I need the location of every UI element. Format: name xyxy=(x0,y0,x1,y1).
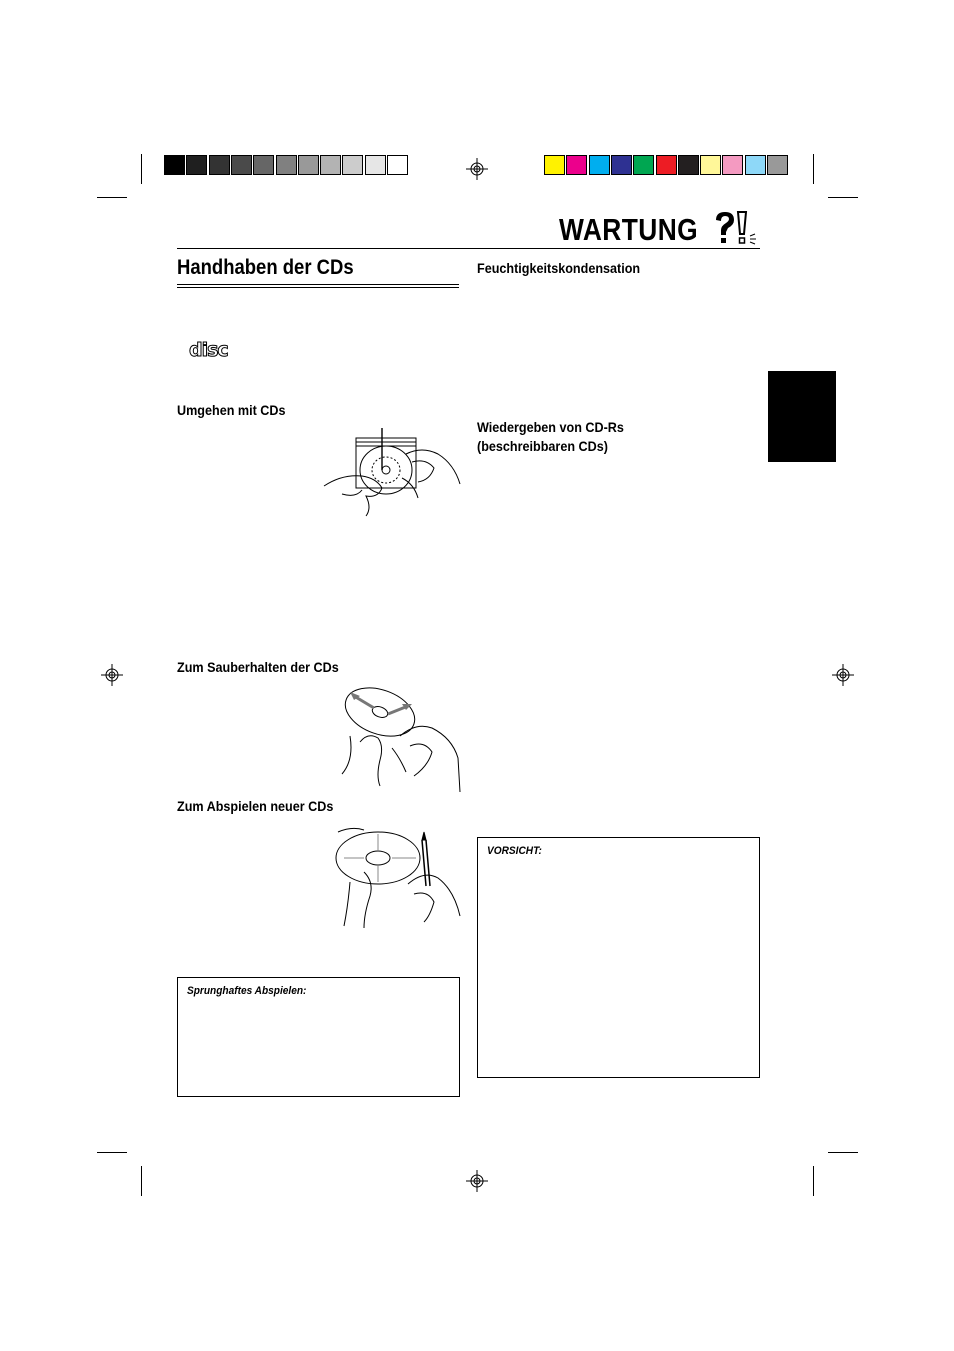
crop-mark xyxy=(97,1152,127,1153)
cdr-heading-line2: (beschreibbaren CDs) xyxy=(477,438,608,454)
color-swatch xyxy=(544,155,565,175)
registration-mark-icon xyxy=(832,664,854,686)
condensation-heading: Feuchtigkeitskondensation xyxy=(477,260,641,276)
color-swatch xyxy=(700,155,721,175)
cd-insert-illustration xyxy=(322,428,462,518)
section-title-underline xyxy=(177,287,459,288)
color-swatch xyxy=(722,155,743,175)
color-swatch xyxy=(298,155,319,175)
question-exclamation-icon xyxy=(710,210,760,246)
registration-mark-icon xyxy=(466,158,488,180)
crop-mark xyxy=(141,1166,142,1196)
new-cds-heading: Zum Abspielen neuer CDs xyxy=(177,798,334,814)
language-tab xyxy=(768,371,836,462)
skip-playback-label: Sprunghaftes Abspielen: xyxy=(187,985,307,997)
crop-mark xyxy=(97,197,127,198)
color-swatch xyxy=(633,155,654,175)
color-swatch xyxy=(342,155,363,175)
color-swatch xyxy=(231,155,252,175)
header-rule xyxy=(177,248,760,249)
cdr-heading-line1: Wiedergeben von CD-Rs xyxy=(477,419,624,435)
crop-mark xyxy=(141,154,142,184)
color-swatch xyxy=(209,155,230,175)
color-swatch xyxy=(387,155,408,175)
registration-mark-icon xyxy=(466,1170,488,1192)
new-cd-illustration xyxy=(334,826,462,930)
crop-mark xyxy=(813,154,814,184)
color-swatch xyxy=(656,155,677,175)
crop-mark xyxy=(813,1166,814,1196)
color-swatch xyxy=(253,155,274,175)
crop-mark xyxy=(828,1152,858,1153)
crop-mark xyxy=(828,197,858,198)
skip-playback-box xyxy=(177,977,460,1097)
caution-label: VORSICHT: xyxy=(487,845,542,857)
cleaning-heading: Zum Sauberhalten der CDs xyxy=(177,659,339,675)
section-title: Handhaben der CDs xyxy=(177,256,354,279)
color-swatch xyxy=(745,155,766,175)
registration-mark-icon xyxy=(101,664,123,686)
color-swatch xyxy=(566,155,587,175)
page-title: WARTUNG xyxy=(559,212,699,247)
color-swatch xyxy=(767,155,788,175)
color-swatch xyxy=(276,155,297,175)
section-title-underline xyxy=(177,284,459,285)
caution-box xyxy=(477,837,760,1078)
color-swatch xyxy=(186,155,207,175)
color-swatch xyxy=(611,155,632,175)
color-swatch xyxy=(320,155,341,175)
color-swatch xyxy=(164,155,185,175)
color-swatch xyxy=(589,155,610,175)
handling-heading: Umgehen mit CDs xyxy=(177,402,286,418)
color-swatch xyxy=(365,155,386,175)
disc-logo: disc xyxy=(189,339,228,361)
color-swatch xyxy=(678,155,699,175)
cd-cleaning-illustration xyxy=(340,686,462,794)
